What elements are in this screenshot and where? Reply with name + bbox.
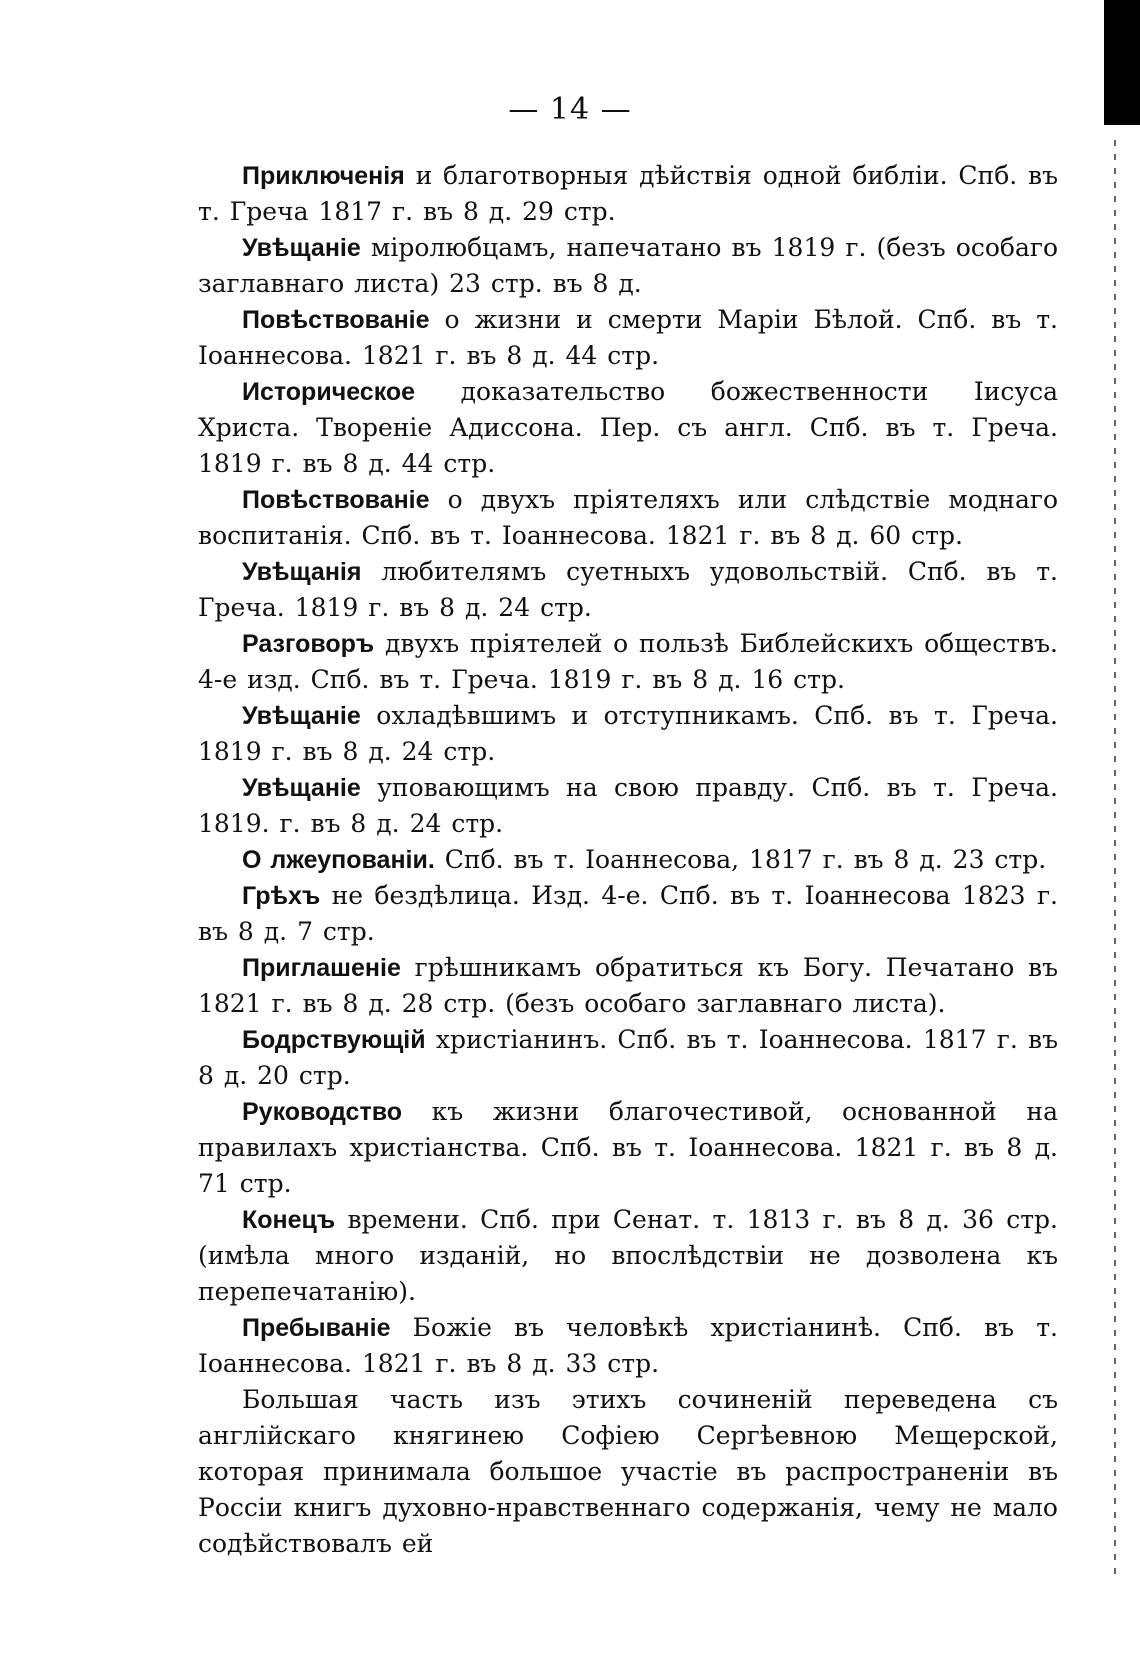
entry-lead: Увѣщаніе [242,702,361,730]
closing-paragraph: Большая часть изъ этихъ сочиненій переведена съ англійскаго княгинею Софіею Сергѣевною Мещерской, которая принимала большое участіе въ распространеніи въ Россіи книгъ духовно-нравственнаго содержанія, чему не мало содѣйствовалъ ей [198,1385,1058,1558]
entry-text: охладѣвшимъ и отступникамъ. Спб. въ т. Греча. 1819 г. въ 8 д. 24 стр. [198,701,1058,766]
entry-lead: Повѣствованіе [242,306,430,334]
entry-text: христіанинъ. Спб. въ т. Іоаннесова. 1817 г. въ 8 д. 20 стр. [198,1025,1059,1090]
entry-text: Спб. въ т. Іоаннесова, 1817 г. въ 8 д. 23 стр. [444,845,1047,874]
entry-5 [198,482,1058,554]
entry-11 [198,878,1058,950]
entry-lead: Приглашеніе [242,954,401,982]
entry-text: грѣшникамъ обратиться къ Богу. Печатано въ 1821 г. въ 8 д. 28 стр. (безъ особаго заглавнаго листа). [198,953,1059,1018]
entry-1 [198,158,1058,230]
entry-lead: Приключенія [242,162,405,190]
entry-lead: Историческое [242,378,416,406]
entry-text: двухъ пріятелей о пользѣ Библейскихъ обществъ. 4-е изд. Спб. въ т. Греча. 1819 г. въ 8 д. 16 стр. [198,629,1058,694]
entry-lead: Разговоръ [242,630,375,658]
entry-16 [198,1310,1058,1382]
entry-9 [198,770,1058,842]
entry-text: уповающимъ на свою правду. Спб. въ т. Греча. 1819. г. въ 8 д. 24 стр. [198,773,1058,838]
entry-text: времени. Спб. при Сенат. т. 1813 г. въ 8 д. 36 стр. (имѣла много изданій, но впослѣдствіи не дозволена къ перепечатанію). [198,1205,1059,1306]
entry-13 [198,1022,1058,1094]
entry-lead: Конецъ [242,1206,336,1234]
bibliography-text [198,158,1058,1562]
entry-14 [198,1094,1058,1202]
entry-lead: Увѣщаніе [242,774,361,802]
entry-15 [198,1202,1058,1310]
scan-edge-line [1114,140,1116,1580]
entry-text: міролюбцамъ, напечатано въ 1819 г. (безъ особаго заглавнаго листа) 23 стр. въ 8 д. [198,233,1058,298]
entry-6 [198,554,1058,626]
entry-lead: Грѣхъ [242,882,321,910]
entry-lead: Бодрствующій [242,1026,426,1054]
entry-text: любителямъ суетныхъ удовольствій. Спб. въ т. Греча. 1819 г. въ 8 д. 24 стр. [198,557,1058,622]
entry-2 [198,230,1058,302]
entry-lead: Пребываніе [242,1314,391,1342]
entry-10 [198,842,1058,878]
page-number: — 14 — [508,92,632,127]
entry-text: къ жизни благочестивой, основанной на правилахъ христіанства. Спб. въ т. Іоаннесова. 1821 г. въ 8 д. 71 стр. [198,1097,1058,1198]
entry-lead: Увѣщанія [242,558,362,586]
entry-text: о двухъ пріятеляхъ или слѣдствіе моднаго воспитанія. Спб. въ т. Іоаннесова. 1821 г. въ 8 д. 60 стр. [198,485,1058,550]
entry-12 [198,950,1058,1022]
entry-text: доказательство божественности Іисуса Христа. Твореніе Адиссона. Пер. съ англ. Спб. въ т. Греча. 1819 г. въ 8 д. 44 стр. [198,377,1058,478]
entry-lead: О лжеупованіи. [242,846,435,874]
entry-3 [198,302,1058,374]
entry-text: Божіе въ человѣкѣ христіанинѣ. Спб. въ т. Іоаннесова. 1821 г. въ 8 д. 33 стр. [198,1313,1058,1378]
entry-4 [198,374,1058,482]
entry-lead: Руководство [242,1098,403,1126]
entry-8 [198,698,1058,770]
entry-text: о жизни и смерти Маріи Бѣлой. Спб. въ т. Іоаннесова. 1821 г. въ 8 д. 44 стр. [198,305,1058,370]
entry-lead: Повѣствованіе [242,486,430,514]
entry-lead: Увѣщаніе [242,234,361,262]
entry-7 [198,626,1058,698]
entry-text: не бездѣлица. Изд. 4-е. Спб. въ т. Іоаннесова 1823 г. въ 8 д. 7 стр. [198,881,1058,946]
entry-text: и благотворныя дѣйствія одной библіи. Спб. въ т. Греча 1817 г. въ 8 д. 29 стр. [198,161,1058,226]
